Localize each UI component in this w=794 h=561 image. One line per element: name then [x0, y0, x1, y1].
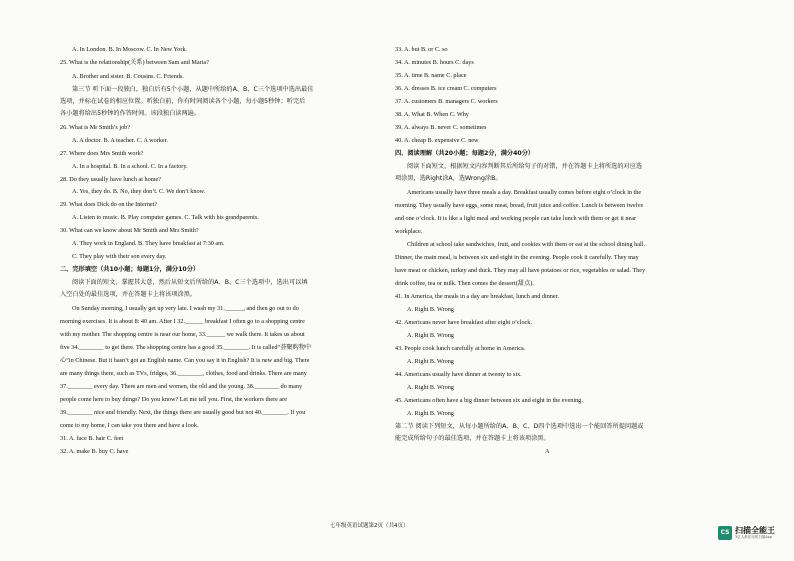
section-heading: 四、阅读理解（共20小题；每题2分，满分40分） — [395, 150, 535, 157]
options-40: 40. A. cheap B. expensive C. new — [395, 137, 479, 144]
passage-line: five 34.________ to get there. The shopping centre has a good 35.________. It is called“荟聚购物中 — [60, 344, 312, 351]
passage-line: 37.________ every day. There are men and women, the old and the young. 38.________ do many — [60, 383, 303, 390]
options-32: 32. A. make B. buy C. have — [60, 448, 129, 455]
passage-line: Dinner, the main meal, is between six and eight in the evening. People cook it carefully. They may — [395, 254, 639, 261]
section-instruction: 阅读下面短文，根据短文内容判断其后所给句子的对错，并在答题卡上将所选的对应选 — [407, 163, 643, 170]
passage-line: morning. They usually have eggs, some meat, bread, fruit juice and coffee. Lunch is between twelve — [395, 202, 644, 209]
scanner-watermark — [718, 526, 775, 540]
question-43: 43. People cook lunch carefully at home in America. — [395, 345, 526, 352]
section-instruction: 第二节 阅读下列短文，从每小题所给的A、B、C、D四个选项中选出一个能回答所提问题或 — [395, 423, 644, 430]
passage-line: Children at school take sandwiches, fruit, and cookies with them or eat at the school dining hall. — [407, 241, 645, 248]
options-39: 39. A. always B. never C. sometimes — [395, 124, 487, 131]
options-44: A. Right B. Wrong — [407, 384, 454, 391]
passage-line: are many things there, such as TVs, fridges, 36.________, clothes, food and drinks. There are many — [60, 370, 307, 377]
passage-line: morning exercises. It is about 8: 40 am. After I 32.______ breakfast I often go to a shopping centre — [60, 318, 305, 325]
question-28: 28. Do they usually have lunch at home? — [60, 176, 162, 183]
question-25: 25. What is the relationship(关系) between Sam and Maria? — [60, 59, 209, 66]
section-instruction: 选项，并标在试卷的相应位置。听独白前，你有时间阅读各个小题，每小题5秒钟；听完后 — [60, 98, 306, 105]
options-30: C. They play with their son every day. — [72, 253, 167, 260]
section-instruction: 各小题将给出5秒钟的作答时间。该段独白读两遍。 — [60, 110, 201, 117]
question-26: 26. What is Mr Smith’s job? — [60, 124, 131, 131]
watermark-subtitle: 3亿人都在用的扫描App — [735, 534, 773, 539]
options-45: A. Right B. Wrong — [407, 410, 454, 417]
passage-line: 心”in Chinese. But it hasn’t got an English name. Can you say it in English? It is new and big. There — [60, 357, 310, 364]
options-33: 33. A. but B. or C. so — [395, 46, 448, 53]
options-25: A. Brother and sister. B. Cousins. C. Friends. — [72, 73, 184, 80]
camscanner-logo-icon: CS — [718, 526, 732, 540]
section-instruction: 能完成所给句子的最佳选项，并在答题卡上将该项涂黑。 — [395, 435, 550, 442]
passage-line: have meat or chicken, turkey and duck. They may all have potatoes or rice, vegetables or salad. They — [395, 267, 646, 274]
options-43: A. Right B. Wrong — [407, 358, 454, 365]
passage-line: with my mother. The shopping centre is near our home, 33.______ we walk there. It takes us about — [60, 331, 305, 338]
passage-label: A — [545, 448, 550, 455]
section-instruction: 阅读下面的短文，掌握其大意，然后从短文后所给的A、B、C三个选项中，选出可以填 — [72, 279, 308, 286]
options-36: 36. A. dresses B. ice cream C. computers — [395, 85, 497, 92]
section-instruction: 入空白处的最佳选项，并在答题卡上将该项涂黑。 — [60, 291, 197, 298]
options-37: 37. A. customers B. managers C. workers — [395, 98, 498, 105]
options-29: A. Listen to music. B. Play computer games. C. Talk with his grandparents. — [72, 214, 259, 221]
passage-line: On Sunday morning, I usually get up very late. I wash my 31.______, and then go out to do — [72, 305, 299, 312]
passage-line: workplace. — [395, 228, 423, 235]
text-line: A. In London. B. In Moscow. C. In New York. — [72, 46, 188, 53]
options-42: A. Right B. Wrong — [407, 332, 454, 339]
question-41: 41. In America, the meals in a day are breakfast, lunch and dinner. — [395, 293, 559, 300]
question-27: 27. Where does Mrs Smith work? — [60, 150, 144, 157]
question-29: 29. What does Dick do on the Internet? — [60, 201, 158, 208]
question-45: 45. Americans often have a big dinner between six and eight in the evening. — [395, 397, 583, 404]
passage-line: come to my home, I can take you there and have a look. — [60, 422, 199, 429]
page-footer: 七年级英语试题第2页（共4页） — [330, 523, 409, 529]
section-instruction: 项涂黑，选Right涂A，选Wrong涂B。 — [395, 175, 502, 182]
options-27: A. In a hospital. B. In a school. C. In a factory. — [72, 163, 188, 170]
passage-line: and one o’clock. It is like a light meal and working people can take lunch with them or get it near — [395, 215, 637, 222]
question-44: 44. Americans usually have dinner at twenty to six. — [395, 371, 522, 378]
options-28: A. Yes, they do. B. No, they don’t. C. We don’t know. — [72, 188, 206, 195]
section-heading: 二、完形填空（共10小题；每题1分，满分10分） — [60, 266, 200, 273]
passage-line: people come here to buy things? Do you know? Let me tell you. First, the workers there are — [60, 396, 287, 403]
options-38: 38. A. What B. When C. Why — [395, 111, 469, 118]
question-42: 42. Americans never have breakfast after eight o’clock. — [395, 319, 532, 326]
passage-line: drink coffee, tea or milk. Then comes the dessert(甜点). — [395, 280, 534, 287]
options-31: 31. A. face B. hair C. feet — [60, 435, 124, 442]
options-35: 35. A. time B. name C. place — [395, 72, 467, 79]
options-26: A. A doctor. B. A teacher. C. A worker. — [72, 137, 168, 144]
passage-line: 39.________ nice and friendly. Next, the things there are usually good but not 40.________. If you — [60, 409, 306, 416]
options-30: A. They work in England. B. They have breakfast at 7:30 am. — [72, 240, 225, 247]
watermark-title: 扫描全能王 — [735, 525, 775, 535]
passage-line: Americans usually have three meals a day. Breakfast usually comes before eight o’clock in the — [407, 189, 642, 196]
options-41: A. Right B. Wrong — [407, 306, 454, 313]
question-30: 30. What can we know about Mr Smith and Mrs Smith? — [60, 227, 199, 234]
options-34: 34. A. minutes B. hours C. days — [395, 59, 474, 66]
section-instruction: 第三节 听下面一段独白，独白后有5个小题，从题中所给的A、B、C三个选项中选出最佳 — [72, 86, 314, 93]
